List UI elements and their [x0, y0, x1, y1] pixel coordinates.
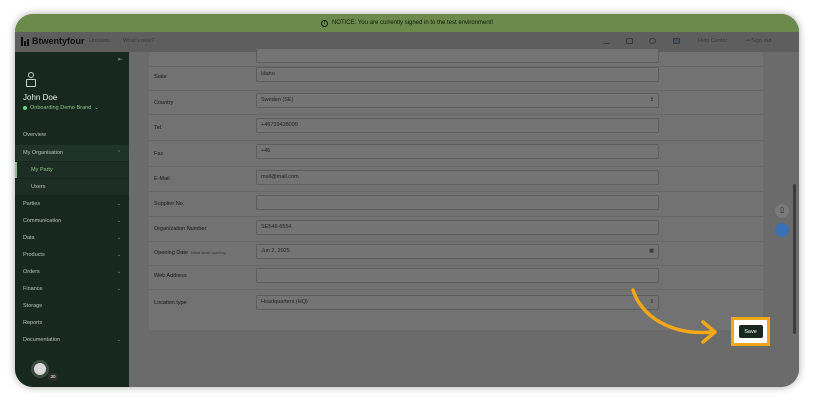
- opening-date-label-text: Opening Date: [154, 250, 188, 256]
- brand-selector[interactable]: [23, 105, 99, 111]
- location-type-value: Headquarters (HQ): [261, 299, 308, 305]
- sidebar: [15, 52, 129, 387]
- fax-input[interactable]: +46: [256, 144, 659, 159]
- sidebar-item-label: Parties: [23, 201, 41, 207]
- chevron-down-icon: ⌄: [116, 235, 121, 241]
- web-address-label: Web Address: [154, 273, 187, 279]
- state-label: State: [154, 74, 167, 80]
- sidebar-item-label: Reports: [23, 320, 43, 326]
- save-button[interactable]: Save: [739, 325, 763, 338]
- opening-date-value: Jun 2, 2025: [261, 248, 290, 254]
- form-row-tel: [149, 114, 763, 140]
- bell-icon[interactable]: [649, 38, 656, 44]
- chevron-down-icon: ⌄: [116, 269, 121, 275]
- location-type-label: Location type: [154, 300, 187, 306]
- sidebar-item-label: Products: [23, 252, 45, 258]
- form-row-opening-date: [149, 241, 763, 265]
- sidebar-item-products[interactable]: [15, 247, 129, 263]
- brand-name: Onboarding Demo Brand: [30, 105, 92, 111]
- sidebar-item-reports[interactable]: [15, 315, 129, 331]
- sidebar-item-label: My Party: [31, 167, 53, 173]
- sidebar-item-parties[interactable]: [15, 196, 129, 212]
- logo[interactable]: [21, 36, 85, 46]
- notification-count-badge: 30: [48, 373, 58, 381]
- pointer-arrow-icon: [631, 286, 729, 348]
- sidebar-item-label: Communication: [23, 218, 62, 224]
- scrollbar[interactable]: [793, 184, 796, 334]
- tel-input[interactable]: +46739428099: [256, 118, 659, 133]
- download-icon[interactable]: [603, 38, 610, 44]
- opening-date-hint: Initial store opening: [190, 250, 226, 255]
- flag-icon[interactable]: [673, 38, 680, 44]
- chevron-up-icon: ⌃: [116, 150, 121, 156]
- select-arrows-icon: ⇕: [649, 299, 654, 305]
- supplier-no-input[interactable]: [256, 195, 659, 210]
- chevron-down-icon: ⌄: [116, 201, 121, 207]
- select-arrows-icon: ⇕: [649, 97, 654, 103]
- sidebar-item-communication[interactable]: [15, 213, 129, 229]
- country-value: Sweden (SE): [261, 97, 294, 103]
- user-name: John Doe: [23, 93, 58, 102]
- book-icon[interactable]: ▯: [775, 204, 789, 218]
- organization-number-label: Organization Number: [154, 226, 207, 232]
- opening-date-label: [154, 250, 226, 256]
- sidebar-item-label: Users: [31, 184, 46, 190]
- form-row-country: [149, 90, 763, 114]
- chevron-down-icon: ⌄: [94, 105, 99, 111]
- sidebar-item-data[interactable]: [15, 230, 129, 246]
- sidebar-item-documentation[interactable]: [15, 332, 129, 348]
- sidebar-item-users[interactable]: [15, 179, 129, 195]
- logo-icon: [21, 37, 29, 46]
- location-type-select[interactable]: [256, 295, 659, 310]
- notice-banner: [15, 14, 799, 32]
- form-row-supplier-no: [149, 191, 763, 216]
- sidebar-item-label: Finance: [23, 286, 43, 292]
- state-input[interactable]: Idaho: [256, 67, 659, 82]
- sidebar-item-my-organisation[interactable]: [15, 145, 129, 161]
- sidebar-item-orders[interactable]: [15, 264, 129, 280]
- supplier-no-label: Supplier No.: [154, 201, 185, 207]
- calendar-icon[interactable]: ▦: [649, 248, 654, 254]
- user-avatar-icon: [26, 72, 36, 88]
- previous-field[interactable]: [256, 48, 659, 63]
- chevron-down-icon: ⌄: [116, 337, 121, 343]
- sidebar-item-label: Overview: [23, 132, 46, 138]
- email-label: E-Mail: [154, 176, 170, 182]
- status-dot-icon: [23, 106, 27, 110]
- web-address-input[interactable]: [256, 268, 659, 283]
- whats-new-link[interactable]: What's new?: [123, 38, 155, 44]
- sign-out-label: Sign out: [751, 38, 772, 44]
- sidebar-item-overview[interactable]: [15, 127, 129, 143]
- email-input[interactable]: mail@mail.com: [256, 170, 659, 185]
- sidebar-item-label: Orders: [23, 269, 40, 275]
- opening-date-input[interactable]: [256, 244, 659, 259]
- info-icon: !: [321, 20, 328, 27]
- sidebar-item-label: Data: [23, 235, 35, 241]
- form-row-email: [149, 166, 763, 191]
- chevron-down-icon: ⌄: [116, 218, 121, 224]
- fax-label: Fax: [154, 151, 164, 157]
- sidebar-item-finance[interactable]: [15, 281, 129, 297]
- sidebar-item-label: Storage: [23, 303, 43, 309]
- country-label: Country: [154, 100, 174, 106]
- form-row-fax: [149, 140, 763, 166]
- sidebar-item-label: Documentation: [23, 337, 60, 343]
- logo-text: Btwentyfour: [32, 36, 85, 46]
- card-icon[interactable]: [626, 38, 633, 44]
- unreads-link[interactable]: Unreads: [89, 38, 110, 44]
- collapse-sidebar-icon[interactable]: ⇤: [117, 57, 123, 63]
- chevron-down-icon: ⌄: [116, 286, 121, 292]
- sidebar-item-my-party[interactable]: [15, 162, 129, 178]
- app-window: [15, 14, 799, 387]
- chrome-icon[interactable]: [775, 223, 789, 237]
- country-select[interactable]: [256, 93, 659, 108]
- form-row-organization-number: [149, 216, 763, 241]
- sidebar-item-storage[interactable]: [15, 298, 129, 314]
- organization-number-input[interactable]: SE546-6554: [256, 220, 659, 235]
- save-highlight: [731, 317, 770, 346]
- help-widget[interactable]: [31, 360, 56, 379]
- sign-out-link[interactable]: ⇥ Sign out: [745, 38, 772, 44]
- help-center-link[interactable]: Help Center: [698, 38, 728, 44]
- chevron-down-icon: ⌄: [116, 252, 121, 258]
- form-row-state: [149, 66, 763, 90]
- sidebar-item-label: My Organisation: [23, 150, 64, 156]
- tel-label: Tel.: [154, 125, 163, 131]
- notice-text: NOTICE: You are currently signed in to the test environment!: [331, 20, 494, 26]
